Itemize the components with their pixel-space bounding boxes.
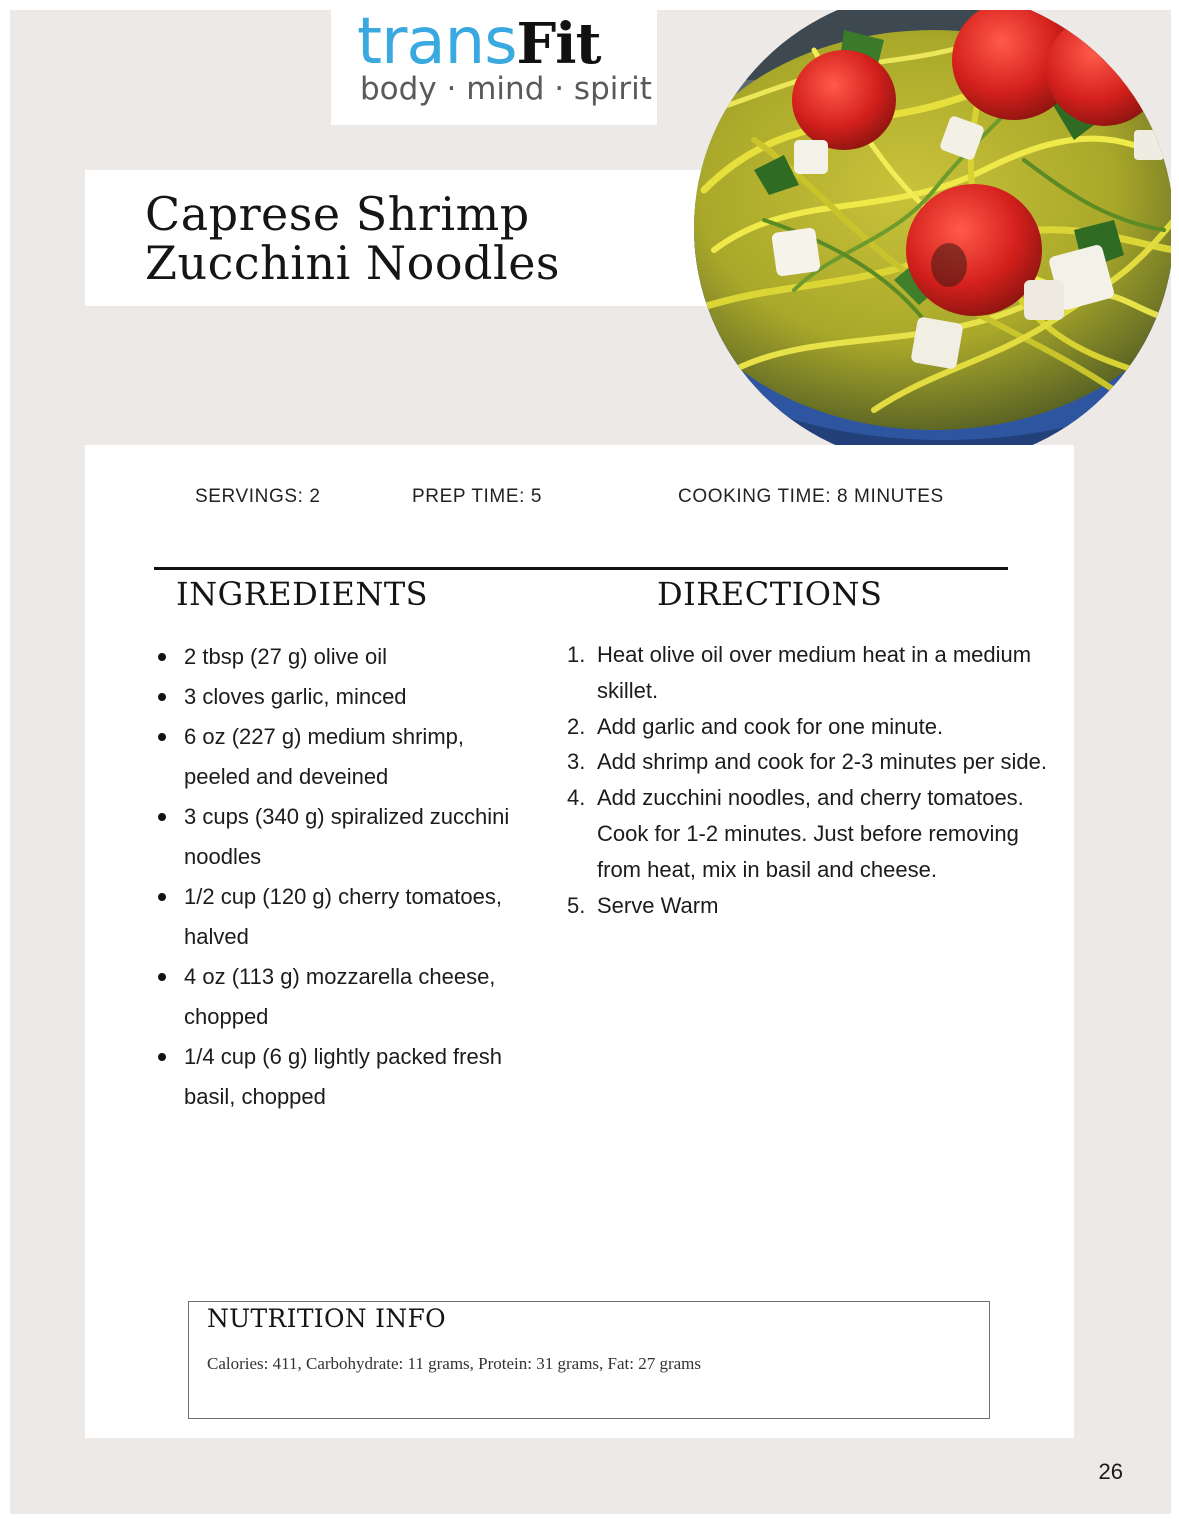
recipe-title-line-1: Caprese Shrimp (145, 187, 530, 241)
ingredient-item: 1/2 cup (120 g) cherry tomatoes, halved (184, 877, 514, 957)
nutrition-info-box (188, 1301, 990, 1419)
divider (154, 567, 1008, 570)
recipe-card (85, 445, 1074, 1438)
direction-step: Add zucchini noodles, and cherry tomatoes. Cook for 1-2 minutes. Just before removing from heat, mix in basil and cheese. (597, 785, 1024, 882)
servings: SERVINGS: 2 (195, 486, 321, 507)
ingredient-item: 3 cups (340 g) spiralized zucchini noodles (184, 797, 514, 877)
transfit-logo (331, 10, 657, 125)
dish-photo (694, 10, 1171, 466)
direction-step: Serve Warm (597, 892, 719, 918)
cooking-time: COOKING TIME: 8 MINUTES (678, 486, 944, 507)
page-number: 26 (1098, 1459, 1123, 1484)
ingredient-item: 4 oz (113 g) mozzarella cheese, chopped (184, 957, 514, 1037)
ingredient-item: 3 cloves garlic, minced (184, 677, 514, 717)
ingredient-item: 2 tbsp (27 g) olive oil (184, 637, 514, 677)
ingredients-heading: INGREDIENTS (176, 575, 429, 613)
ingredients-list (149, 637, 514, 1117)
title-panel (85, 170, 745, 306)
ingredient-item: 1/4 cup (6 g) lightly packed fresh basil, chopped (184, 1037, 514, 1117)
recipe-page (10, 10, 1171, 1514)
logo-wordmark-fit: Fit (516, 11, 601, 77)
ingredient-item: 6 oz (227 g) medium shrimp, peeled and deveined (184, 717, 514, 797)
recipe-title (145, 187, 561, 290)
prep-time: PREP TIME: 5 (412, 486, 543, 507)
logo-tagline: body · mind · spirit (360, 71, 652, 107)
directions-list (563, 637, 1063, 923)
recipe-title-line-2: Zucchini Noodles (145, 236, 561, 290)
dish-photo-image (694, 10, 1171, 466)
direction-step: Add shrimp and cook for 2-3 minutes per side. (597, 749, 1048, 775)
direction-step: Add garlic and cook for one minute. (597, 713, 944, 739)
logo-wordmark-trans: trans (357, 10, 517, 79)
nutrition-heading: NUTRITION INFO (207, 1304, 446, 1333)
directions-heading: DIRECTIONS (657, 575, 883, 613)
nutrition-text: Calories: 411, Carbohydrate: 11 grams, Protein: 31 grams, Fat: 27 grams (207, 1354, 702, 1373)
direction-step: Heat olive oil over medium heat in a medium skillet. (597, 642, 1032, 703)
